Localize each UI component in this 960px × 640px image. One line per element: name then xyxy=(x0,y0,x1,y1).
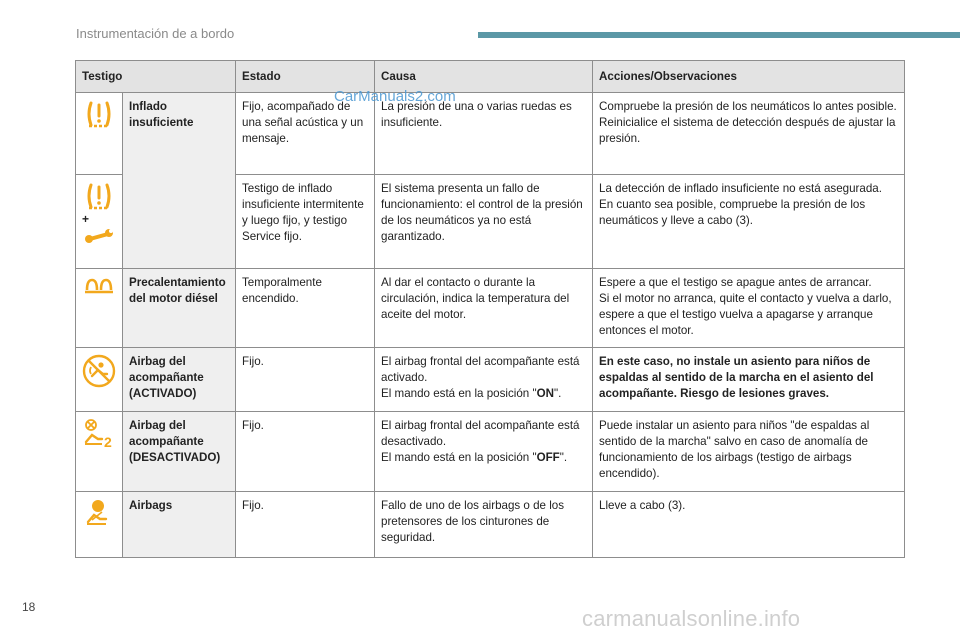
watermark-top: CarManuals2.com xyxy=(334,88,456,105)
indicator-name-inflado: Inflado insuficiente xyxy=(123,93,236,269)
estado-cell: Fijo, acompañado de una señal acústica y un mensaje. xyxy=(236,93,375,175)
causa-text-end: ". xyxy=(553,387,562,400)
icon-cell xyxy=(76,269,123,348)
passenger-airbag-on-icon xyxy=(82,354,116,388)
causa-cell xyxy=(375,412,593,492)
causa-cell: La presión de una o varias ruedas es insuficiente. xyxy=(375,93,593,175)
acciones-cell: En este caso, no instale un asiento para niños de espaldas al sentido de la marcha en el asiento del acompañante. Riesgo de lesiones graves. xyxy=(593,348,905,412)
causa-text: El airbag frontal del acompañante está desactivado. El mando está en la posición " xyxy=(381,419,580,464)
estado-cell: Fijo. xyxy=(236,348,375,412)
tire-pressure-warning-icon xyxy=(84,181,114,211)
indicator-name-airbag-desactivado: Airbag del acompañante (DESACTIVADO) xyxy=(123,412,236,492)
watermark-bottom: carmanualsonline.info xyxy=(582,606,801,631)
column-header-estado: Estado xyxy=(236,61,375,93)
column-header-causa: Causa xyxy=(375,61,593,93)
page-header-title: Instrumentación de a bordo xyxy=(76,26,235,41)
table-row xyxy=(76,348,905,412)
causa-text-end: ". xyxy=(559,451,568,464)
icon-cell xyxy=(76,175,123,269)
causa-text: El airbag frontal del acompañante está activado. El mando está en la posición " xyxy=(381,355,580,400)
table-header-row xyxy=(76,61,905,93)
indicator-name-airbags: Airbags xyxy=(123,492,236,558)
indicator-name-precalentamiento: Precalentamiento del motor diésel xyxy=(123,269,236,348)
table-row xyxy=(76,269,905,348)
acciones-cell: Puede instalar un asiento para niños "de espaldas al sentido de la marcha" salvo en caso de anomalía de funcionamiento de los airbags (testigo de airbags encendido). xyxy=(593,412,905,492)
glow-plug-icon xyxy=(84,275,114,297)
tire-pressure-warning-icon xyxy=(84,99,114,129)
estado-cell: Temporalmente encendido. xyxy=(236,269,375,348)
causa-cell: Fallo de uno de los airbags o de los pretensores de los cinturones de seguridad. xyxy=(375,492,593,558)
airbags-fault-icon xyxy=(84,498,114,528)
table-row xyxy=(76,93,905,175)
estado-cell: Fijo. xyxy=(236,412,375,492)
table-row xyxy=(76,492,905,558)
airbag-off-number: 2 xyxy=(104,434,112,450)
icon-cell xyxy=(76,492,123,558)
icon-cell xyxy=(76,412,123,492)
switch-position-off: OFF xyxy=(536,451,560,464)
causa-cell: El sistema presenta un fallo de funcionamiento: el control de la presión de los neumáticos ya no está garantizado. xyxy=(375,175,593,269)
icon-cell xyxy=(76,348,123,412)
causa-cell xyxy=(375,348,593,412)
page-number: 18 xyxy=(22,600,36,614)
switch-position-on: ON xyxy=(536,387,554,400)
acciones-cell: Compruebe la presión de los neumáticos lo antes posible. Reinicialice el sistema de detección después de ajustar la presión. xyxy=(593,93,905,175)
service-wrench-icon xyxy=(84,227,114,245)
icon-cell xyxy=(76,93,123,175)
passenger-airbag-off-icon xyxy=(82,418,116,450)
table-row xyxy=(76,412,905,492)
acciones-cell: La detección de inflado insuficiente no está asegurada. En cuanto sea posible, compruebe la presión de los neumáticos y lleve a cabo (3). xyxy=(593,175,905,269)
acciones-cell: Espere a que el testigo se apague antes de arrancar. Si el motor no arranca, quite el contacto y vuelva a darlo, espere a que el testigo vuelva a apagarse y arranque entonces el motor. xyxy=(593,269,905,348)
plus-sign: + xyxy=(82,212,90,226)
header-accent-bar xyxy=(478,32,960,38)
causa-cell: Al dar el contacto o durante la circulación, indica la temperatura del aceite del motor. xyxy=(375,269,593,348)
warning-lights-table xyxy=(75,60,905,558)
estado-cell: Testigo de inflado insuficiente intermitente y luego fijo, y testigo Service fijo. xyxy=(236,175,375,269)
column-header-testigo: Testigo xyxy=(76,61,236,93)
indicator-name-airbag-activado: Airbag del acompañante (ACTIVADO) xyxy=(123,348,236,412)
acciones-cell: Lleve a cabo (3). xyxy=(593,492,905,558)
column-header-acciones: Acciones/Observaciones xyxy=(593,61,905,93)
estado-cell: Fijo. xyxy=(236,492,375,558)
